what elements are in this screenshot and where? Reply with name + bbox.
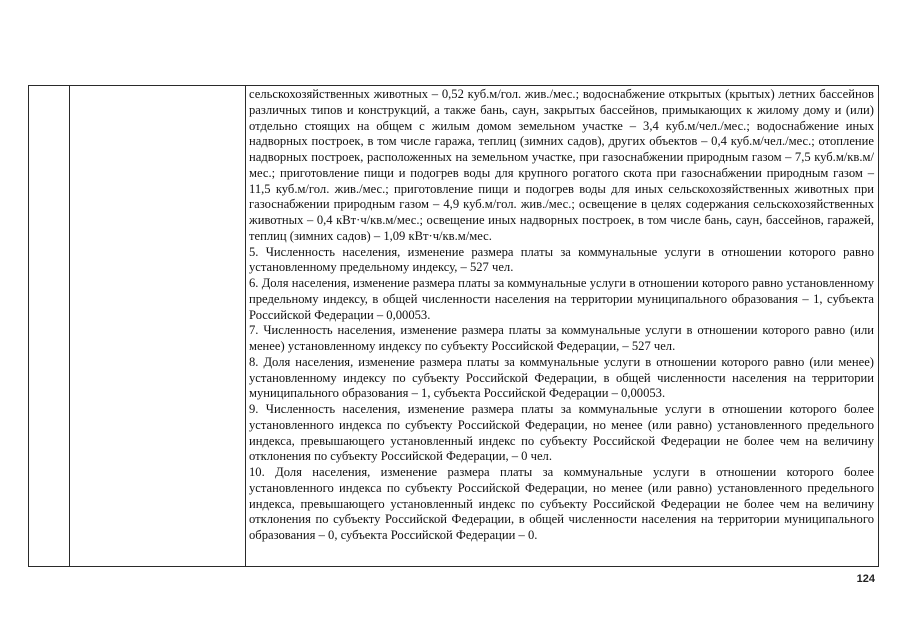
paragraph-item-7: 7. Численность населения, изменение размера платы за коммунальные услуги в отношении которого равно (или менее) установленному индексу по субъекту Российской Федерации, – 527 чел. [249,323,874,353]
paragraph-consumption-norms: сельскохозяйственных животных – 0,52 куб.м/гол. жив./мес.; водоснабжение открытых (крытых) летних бассейнов различных типов и конструкций, а также бань, саун, закрытых бассейнов, примыкающих к жилому дому и (или) отдельно стоящих на общем с жилым домом земельном участке – 3,4 куб.м/чел./мес.; водоснабжение иных надворных построек, в том числе гаража, теплиц (зимних садов), других объектов – 0,4 куб.м/чел./мес.; отопление надворных построек, расположенных на земельном участке, при газоснабжении природным газом – 7,5 куб.м/кв.м/мес.; приготовление пищи и подогрев воды для крупного рогатого скота при газоснабжении природным газом – 11,5 куб.м/гол. жив./мес.; приготовление пищи и подогрев воды для иных сельскохозяйственных животных при газоснабжении природным газом – 4,9 куб.м/гол. жив./мес.; освещение в целях содержания сельскохозяйственных животных – 0,4 кВт·ч/кв.м/мес.; освещение иных надворных построек, в том числе бань, саун, бассейнов, гаражей, теплиц (зимних садов) – 1,09 кВт·ч/кв.м/мес. [249,87,874,243]
document-table [28,85,879,567]
paragraph-item-5: 5. Численность населения, изменение размера платы за коммунальные услуги в отношении которого равно установленному предельному индексу, – 527 чел. [249,244,874,275]
table-column-divider-1 [69,86,70,566]
page-number: 124 [856,573,875,585]
paragraph-item-6: 6. Доля населения, изменение размера платы за коммунальные услуги в отношении которого равно установленному предельному индексу, в общей численности населения на территории муниципального образования – 1, субъекта Российской Федерации – 0,00053. [249,276,874,322]
table-column-divider-2 [245,86,246,566]
paragraph-item-10: 10. Доля населения, изменение размера платы за коммунальные услуги в отношении которого более установленного индекса по субъекту Российской Федерации, но менее (или равно) установленного предельного индекса, превышающего установленный индекс по субъекту Российской Федерации не более чем на величину отклонения по субъекту Российской Федерации, в общей численности населения на территории муниципального образования – 0, субъекта Российской Федерации – 0. [249,465,874,542]
table-text-cell [249,87,874,544]
paragraph-item-9: 9. Численность населения, изменение размера платы за коммунальные услуги в отношении которого более установленного индекса по субъекту Российской Федерации, но менее (или равно) установленного предельного индекса, превышающего установленный индекс по субъекту Российской Федерации не более чем на величину отклонения по субъекту Российской Федерации, – 0 чел. [249,402,874,464]
paragraph-item-8: 8. Доля населения, изменение размера платы за коммунальные услуги в отношении которого равно (или менее) установленному индексу по субъекту Российской Федерации, в общей численности населения на территории муниципального образования – 1, субъекта Российской Федерации – 0,00053. [249,354,874,401]
